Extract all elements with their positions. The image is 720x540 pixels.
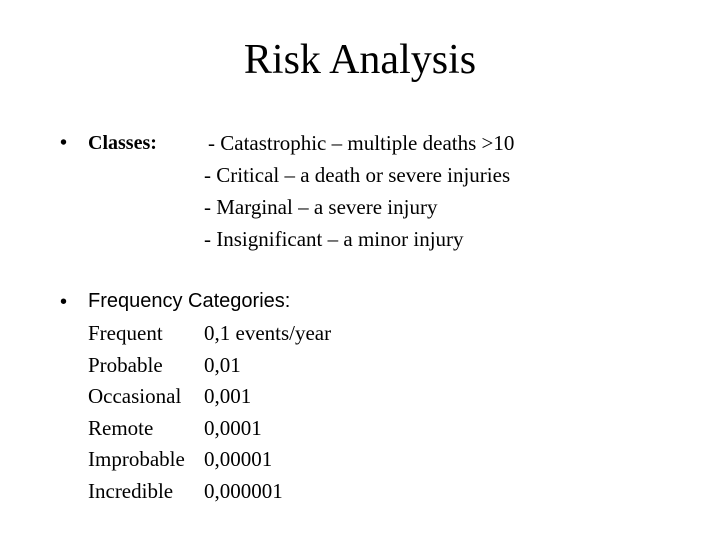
frequency-table xyxy=(88,319,331,509)
class-item-insignificant: - Insignificant – a minor injury xyxy=(204,227,464,251)
frequency-name: Occasional xyxy=(88,384,182,409)
class-item-critical: - Critical – a death or severe injuries xyxy=(204,163,511,187)
frequency-value: 0,00001 xyxy=(204,447,273,472)
frequency-row xyxy=(88,319,331,351)
classes-label: Classes: xyxy=(88,132,157,154)
frequency-row xyxy=(88,477,331,509)
class-item-marginal: - Marginal – a severe injury xyxy=(204,195,438,219)
frequency-value: 0,001 xyxy=(204,384,252,409)
slide-title: Risk Analysis xyxy=(243,37,477,83)
frequency-value: 0,01 xyxy=(204,352,241,377)
classes-list xyxy=(204,130,514,258)
frequency-row xyxy=(88,382,331,414)
frequency-name: Probable xyxy=(88,352,163,377)
frequency-row xyxy=(88,351,331,383)
class-item-catastrophic: - Catastrophic – multiple deaths >10 xyxy=(208,131,515,155)
frequency-bullet-icon: • xyxy=(60,291,68,313)
frequency-heading: Frequency Categories: xyxy=(88,290,291,312)
frequency-row xyxy=(88,445,331,477)
classes-bullet-icon: • xyxy=(60,132,68,154)
frequency-value: 0,1 events/year xyxy=(204,321,332,345)
frequency-name: Incredible xyxy=(88,478,174,503)
frequency-name: Frequent xyxy=(88,321,163,345)
frequency-row xyxy=(88,414,331,446)
frequency-name: Improbable xyxy=(88,447,185,472)
frequency-value: 0,000001 xyxy=(204,478,283,503)
frequency-value: 0,0001 xyxy=(204,415,262,440)
frequency-name: Remote xyxy=(88,415,154,440)
